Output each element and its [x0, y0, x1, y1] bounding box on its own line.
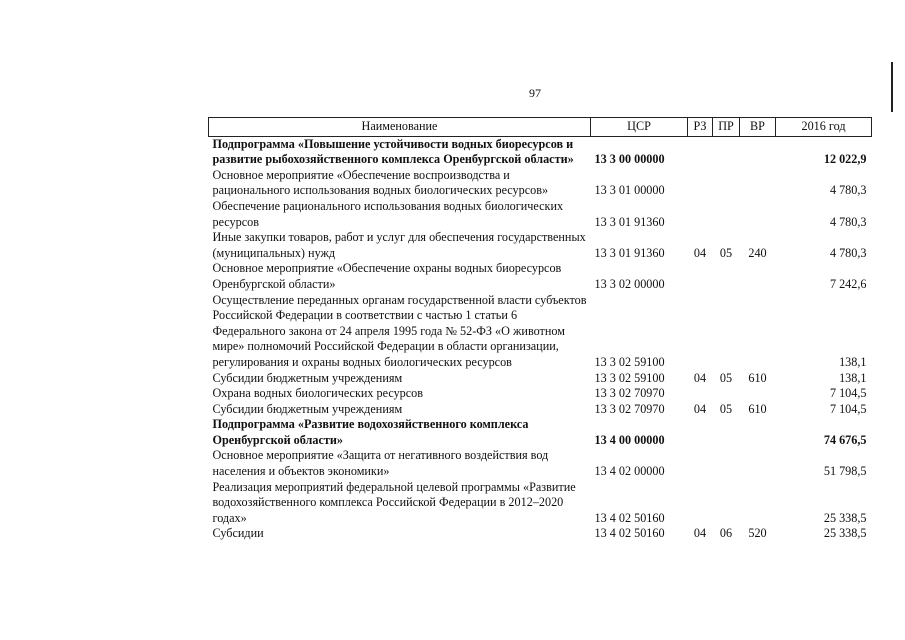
budget-table [208, 117, 872, 542]
cell-vr [740, 480, 776, 527]
cell-pr [713, 168, 740, 199]
cell-rz [688, 293, 713, 371]
cell-pr: 05 [719, 401, 733, 416]
cell-rz: 04 [693, 401, 707, 416]
page-number: 97 [529, 86, 541, 100]
table-body [209, 136, 872, 542]
cell-name: Субсидии [212, 526, 264, 541]
cell-vr [740, 199, 776, 230]
cell-rz: 04 [693, 526, 707, 541]
cell-amount: 138,1 [839, 354, 867, 369]
cell-amount: 4 780,3 [829, 183, 867, 198]
scan-edge-mark [891, 62, 893, 112]
cell-rz [688, 386, 713, 402]
cell-csr: 13 3 01 91360 [594, 245, 665, 260]
subprogram-row [209, 136, 872, 168]
cell-vr: 240 [748, 245, 767, 260]
cell-rz [688, 199, 713, 230]
table-row [209, 168, 872, 199]
cell-csr: 13 3 00 00000 [594, 152, 665, 167]
table-row [209, 293, 872, 371]
table-row [209, 448, 872, 479]
cell-rz: 04 [693, 370, 707, 385]
cell-vr [740, 417, 776, 448]
cell-vr [740, 386, 776, 402]
cell-rz [688, 136, 713, 168]
cell-rz [688, 417, 713, 448]
cell-pr [713, 261, 740, 292]
table-row [209, 230, 872, 261]
cell-rz [688, 261, 713, 292]
cell-amount: 7 104,5 [829, 401, 867, 416]
table-header-row [209, 118, 872, 137]
cell-vr: 610 [748, 370, 767, 385]
header-pr: ПР [713, 118, 740, 137]
cell-pr [713, 448, 740, 479]
table-row [209, 526, 872, 542]
cell-amount: 4 780,3 [829, 245, 867, 260]
cell-pr [713, 199, 740, 230]
cell-name: Основное мероприятие «Обеспечение охраны водных биоресурсов Оренбургской области» [212, 261, 562, 291]
cell-vr: 610 [748, 401, 767, 416]
header-name: Наименование [209, 118, 591, 137]
cell-name: Основное мероприятие «Защита от негативного воздействия вод населения и объектов экономики» [212, 448, 549, 479]
header-vr: ВР [740, 118, 776, 137]
table-row [209, 402, 872, 418]
header-rz: РЗ [688, 118, 713, 137]
cell-amount: 12 022,9 [823, 152, 867, 167]
cell-name: Охрана водных биологических ресурсов [212, 386, 424, 401]
cell-rz: 04 [693, 245, 707, 260]
table-row [209, 386, 872, 402]
cell-name: Реализация мероприятий федеральной целевой программы «Развитие водохозяйственного комплекса Российской Федерации в 2012–2020 годах» [212, 479, 576, 525]
cell-amount: 7 104,5 [829, 386, 867, 401]
cell-csr: 13 3 02 00000 [594, 276, 665, 291]
header-amount: 2016 год [776, 118, 872, 137]
cell-csr: 13 3 01 91360 [594, 214, 665, 229]
cell-amount: 51 798,5 [823, 464, 867, 479]
cell-rz [688, 480, 713, 527]
cell-name: Подпрограмма «Развитие водохозяйственного комплекса Оренбургской области» [212, 417, 529, 447]
cell-pr [713, 386, 740, 402]
cell-csr: 13 3 02 59100 [594, 370, 665, 385]
table-row [209, 371, 872, 387]
table-row [209, 199, 872, 230]
cell-csr: 13 4 02 00000 [594, 464, 665, 479]
cell-vr [740, 261, 776, 292]
cell-amount: 7 242,6 [829, 276, 867, 291]
cell-csr: 13 3 02 70970 [594, 386, 665, 401]
cell-pr [713, 417, 740, 448]
cell-vr [740, 168, 776, 199]
cell-name: Субсидии бюджетным учреждениям [212, 370, 403, 385]
cell-vr [740, 448, 776, 479]
cell-name: Осуществление переданных органам государственной власти субъектов Российской Федерации в соответствии с частью 1 статьи 6 Федерального закона от 24 апреля 1995 года № 52-ФЗ «О животном мире» полномочий Российской Федерации в области организации, регулирования и охраны водных биологических ресурсов [212, 292, 587, 369]
cell-amount: 25 338,5 [823, 510, 867, 525]
cell-vr [740, 293, 776, 371]
cell-amount: 74 676,5 [823, 432, 867, 447]
cell-csr: 13 3 02 70970 [594, 401, 665, 416]
cell-csr: 13 4 02 50160 [594, 526, 665, 541]
subprogram-row [209, 417, 872, 448]
cell-csr: 13 3 01 00000 [594, 183, 665, 198]
cell-csr: 13 4 00 00000 [594, 432, 665, 447]
cell-name: Основное мероприятие «Обеспечение воспроизводства и рационального использования водных биологических ресурсов» [212, 167, 549, 198]
cell-amount: 25 338,5 [823, 526, 867, 541]
cell-vr [740, 136, 776, 168]
cell-pr: 05 [719, 370, 733, 385]
cell-name: Иные закупки товаров, работ и услуг для обеспечения государственных (муниципальных) нужд [212, 230, 586, 260]
cell-pr [713, 293, 740, 371]
cell-vr: 520 [748, 526, 767, 541]
cell-name: Обеспечение рационального использования водных биологических ресурсов [212, 198, 564, 229]
table-row [209, 261, 872, 292]
header-csr: ЦСР [591, 118, 688, 137]
cell-csr: 13 4 02 50160 [594, 510, 665, 525]
cell-rz [688, 448, 713, 479]
cell-name: Подпрограмма «Повышение устойчивости водных биоресурсов и развитие рыбохозяйственного комплекса Оренбургской области» [212, 136, 574, 167]
cell-pr [713, 136, 740, 168]
table-row [209, 480, 872, 527]
cell-name: Субсидии бюджетным учреждениям [212, 401, 403, 416]
cell-amount: 138,1 [839, 370, 867, 385]
cell-pr [713, 480, 740, 527]
cell-rz [688, 168, 713, 199]
cell-pr: 05 [719, 245, 733, 260]
cell-pr: 06 [719, 526, 733, 541]
cell-csr: 13 3 02 59100 [594, 354, 665, 369]
cell-amount: 4 780,3 [829, 214, 867, 229]
